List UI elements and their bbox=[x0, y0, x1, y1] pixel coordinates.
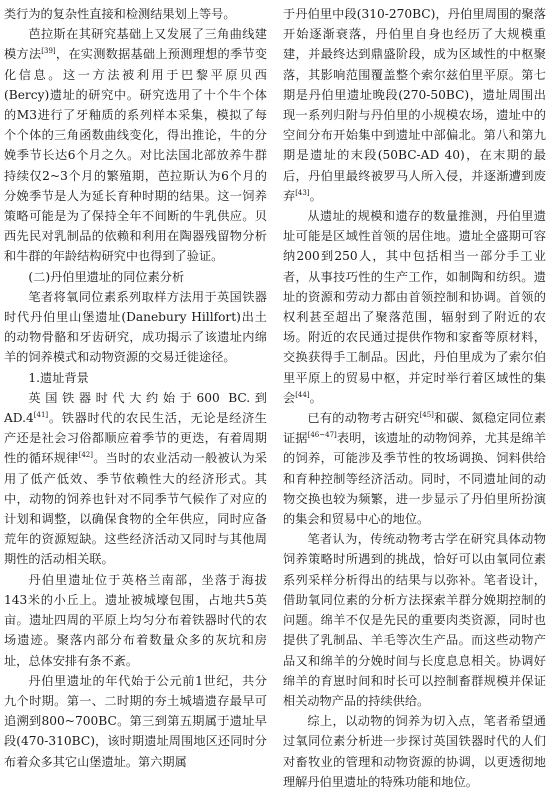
right-column bbox=[283, 4, 546, 792]
paragraph-text: 。 bbox=[309, 188, 322, 203]
heading-text: (二)丹伯里遗址的同位素分析 bbox=[28, 269, 185, 284]
paragraph-text: ，在实测数据基础上预测理想的季节变化信息。这一方法被利用于巴黎平原贝西(Bercy)遗址的研究中。研究选用了十个牛个体的M3进行了牙釉质的系列样本采集，模拟了每个个体的三角函数曲线变化，得出推论，牛的分娩季节长达6个月之久。对比法国北部放养牛群持续仅2~3个月的繁殖期，芭拉斯认为6个月的分娩季节是人为延长育种时期的结果。这一饲养策略可能是为了保持全年不间断的牛乳供应。贝西先民对乳制品的依赖和利用在陶器残留物分析和牛群的年龄结构研究中也得到了验证。 bbox=[4, 47, 268, 264]
paragraph bbox=[283, 711, 546, 792]
section-heading bbox=[4, 267, 267, 287]
subsection-heading bbox=[4, 368, 267, 388]
paragraph bbox=[4, 388, 267, 570]
citation: [45] bbox=[419, 411, 434, 420]
citation: [46~47] bbox=[307, 431, 337, 440]
paragraph bbox=[4, 24, 267, 266]
paragraph bbox=[283, 408, 546, 529]
paragraph-text: 笔者将氧同位素系列取样方法用于英国铁器时代丹伯里山堡遗址(Danebury Hillfort)出土的动物骨骼和牙齿研究，成功揭示了该遗址内绵羊的饲养模式和动物资源的交易迁徙途径。 bbox=[4, 289, 267, 365]
paragraph bbox=[4, 4, 267, 24]
paragraph-text: 丹伯里遗址位于英格兰南部，坐落于海拔143米的小丘上。遗址被城壕包围，占地共5英亩。遗址四周的平原上均匀分布着铁器时代的农场遗迹。聚落内部分布着数量众多的灰坑和房址，总体安排有条不紊。 bbox=[4, 572, 267, 668]
paragraph-text: 。当时的农业活动一般被认为采用了低产低效、季节依赖性大的经济形式。其中，动物的饲养也针对不同季节气候作了对应的计划和调整，以确保食物的全年供应，同时应备荒年的资源短缺。这些经济活动又同时与其他周期性的活动相关联。 bbox=[4, 451, 268, 567]
paragraph-text: 类行为的复杂性直接和检测结果划上等号。 bbox=[4, 7, 236, 21]
paragraph-text: 从遗址的规模和遗存的数量推测，丹伯里遗址可能是区域性首领的居住地。遗址全盛期可容纳200到250人，其中包括相当一部分手工业者，从事技巧性的生产工作，如制陶和纺织。遗址的资源和劳动力都由首领控制和协调。首领的权利甚至超出了聚落范围，辐射到了附近的农场。附近的农民通过提供作物和家畜等原材料，交换获得手工制品。因此，丹伯里成为了索尔伯里平原上的贸易中枢，并定时举行着区域性的集会 bbox=[283, 209, 546, 405]
citation: [39] bbox=[41, 47, 56, 56]
paragraph-text: 于丹伯里中段(310-270BC)，丹伯里周围的聚落开始逐渐衰落，丹伯里自身也经历了大规模重建，并最终达到鼎盛阶段，成为区域性的中枢聚落，其影响范围覆盖整个索尔兹伯里平原。第七期是丹伯里遗址晚段(270-50BC)，遗址周围出现一系列归附与丹伯里的小规模农场，遗址中的空间分布开始集中到遗址中部偏北。第八和第九期是遗址的末段(50BC-AD 40)，在末期的最后，丹伯里最终被罗马人所入侵，并逐渐遭到废弃 bbox=[283, 7, 546, 203]
paragraph bbox=[283, 4, 546, 206]
paragraph-text: 表明，该遗址的动物饲养，尤其是绵羊的饲养，可能涉及季节性的牧场调换、饲料供给和育种控制等经济活动。同时，不同遗址间的动物交换也较为频繁，进一步显示了丹伯里所扮演的集会和贸易中心的地位。 bbox=[283, 431, 547, 527]
citation: [41] bbox=[33, 411, 49, 420]
citation: [43] bbox=[295, 188, 310, 197]
paragraph-text: 。 bbox=[309, 390, 322, 405]
paragraph bbox=[283, 529, 546, 711]
paragraph bbox=[283, 206, 546, 408]
paragraph-text: 芭拉斯在其研究基础上又发展了三角曲线建模方法 bbox=[4, 27, 267, 62]
paragraph-text: 笔者认为，传统动物考古学在研究具体动物饲养策略时所遇到的挑战，恰好可以由氧同位素系列采样分析得出的结果与以弥补。笔者设计，借助氧同位素的分析方法探索羊群分娩期控制的问题。绵羊不仅是先民的重要肉类资源，同时也提供了乳制品、羊毛等次生产品。而这些动物产品又和绵羊的分娩时间与长度息息相关。协调好绵羊的育崽时间和时长可以控制畜群规模并保证相关动物产品的持续供给。 bbox=[283, 532, 546, 708]
paragraph bbox=[4, 287, 267, 368]
paragraph-text: 英国铁器时代大约始于600 BC.到AD.4 bbox=[4, 390, 267, 426]
heading-text: 1.遗址背景 bbox=[28, 370, 89, 385]
paragraph-text: 综上，以动物的饲养为切入点，笔者希望通过氧同位素分析进一步探讨英国铁器时代的人们对畜牧业的管理和动物资源的协调，以更透彻地理解丹伯里遗址的特殊功能和地位。 bbox=[283, 714, 546, 789]
paragraph-text: 。铁器时代的农民生活，无论是经济生产还是社会习俗都顺应着季节的更迭，有着周期性的循环规律 bbox=[4, 411, 267, 466]
citation: [42] bbox=[78, 451, 93, 460]
paragraph bbox=[4, 570, 267, 671]
paragraph bbox=[4, 671, 267, 772]
paragraph-text: 和碳、氮稳定同位素证据 bbox=[283, 411, 547, 446]
left-column bbox=[4, 4, 267, 772]
paragraph-text: 丹伯里遗址的年代始于公元前1世纪，共分九个时期。第一、二时期的夯土城墙遗存最早可追溯到800~700BC。第三到第五期属于遗址早段(470-310BC)，该时期遗址周围地区还同时分布着众多其它山堡遗址。第六期属 bbox=[4, 673, 267, 769]
paragraph-text: 已有的动物考古研究 bbox=[307, 411, 420, 426]
citation: [44] bbox=[295, 390, 310, 399]
